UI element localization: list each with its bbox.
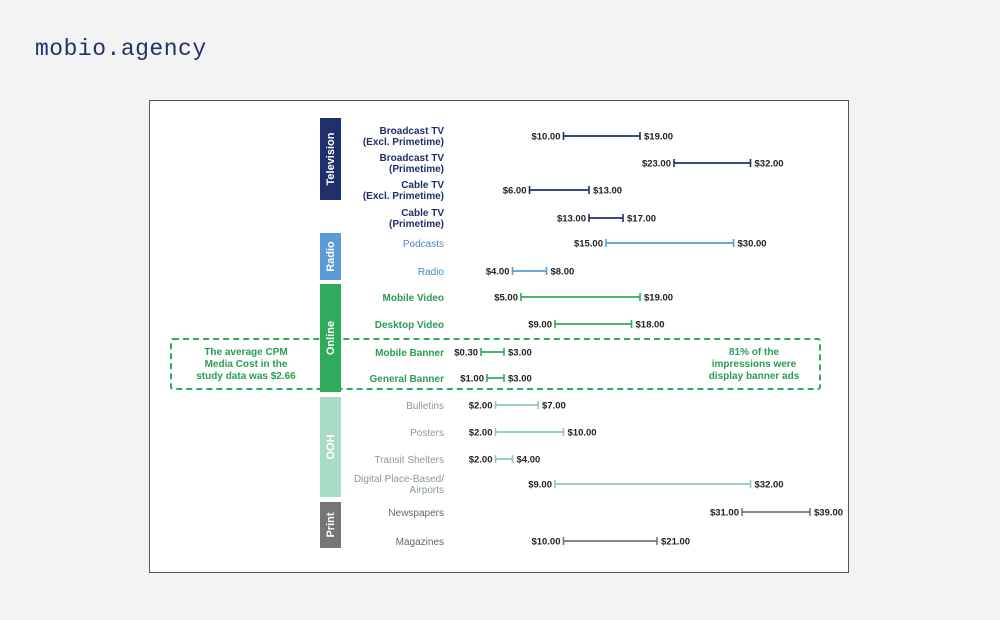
min-value-label: $10.00 [531,536,561,548]
annotation-right-line: 81% of the [728,347,780,358]
group-label: Television [324,132,337,186]
category-label: (Primetime) [388,219,444,230]
category-label: Airports [409,485,444,496]
group-label: Print [324,512,337,538]
category-label: General Banner [369,374,444,385]
max-value-label: $10.00 [567,427,597,439]
max-value-label: $30.00 [737,238,767,250]
min-value-label: $1.00 [460,373,484,385]
category-label: Bulletins [406,401,444,412]
max-value-label: $19.00 [644,292,674,304]
max-value-label: $39.00 [814,507,844,519]
group-label: OOH [324,434,337,460]
category-label: Mobile Video [382,293,444,304]
min-value-label: $2.00 [468,454,493,466]
category-label: Desktop Video [374,320,444,331]
min-value-label: $31.00 [709,507,739,519]
category-label: (Excl. Primetime) [362,191,444,202]
max-value-label: $4.00 [516,454,541,466]
max-value-label: $3.00 [508,347,532,359]
category-label: Podcasts [402,239,444,250]
annotation-left-line: study data was $2.66 [196,371,296,382]
annotation-right-line: display banner ads [708,371,800,382]
max-value-label: $21.00 [661,536,691,548]
max-value-label: $7.00 [542,400,566,412]
annotation-left-line: The average CPM [204,347,288,358]
category-label: Broadcast TV [379,126,444,137]
category-label: Mobile Banner [375,348,444,359]
min-value-label: $6.00 [502,185,527,197]
max-value-label: $19.00 [644,131,674,143]
category-label: Broadcast TV [379,153,444,164]
max-value-label: $32.00 [754,479,784,491]
min-value-label: $2.00 [468,427,493,439]
brand-logo: mobio.agency [35,36,207,62]
category-label: Radio [417,267,444,278]
min-value-label: $23.00 [641,158,671,170]
max-value-label: $3.00 [508,373,532,385]
category-label: Cable TV [401,208,444,219]
min-value-label: $2.00 [468,400,493,412]
category-label: Posters [410,428,444,439]
min-value-label: $9.00 [528,319,552,331]
min-value-label: $5.00 [494,292,518,304]
category-label: (Primetime) [388,164,444,175]
annotation-right-line: impressions were [711,359,797,370]
category-label: Newspapers [388,508,444,519]
min-value-label: $0.30 [454,347,479,359]
min-value-label: $10.00 [531,131,561,143]
max-value-label: $13.00 [593,185,623,197]
max-value-label: $32.00 [754,158,784,170]
min-value-label: $13.00 [556,213,586,225]
annotation-left-line: Media Cost in the [204,359,288,370]
category-label: Magazines [395,537,444,548]
category-label: Digital Place-Based/ [353,474,444,485]
min-value-label: $15.00 [573,238,603,250]
category-label: Cable TV [401,180,444,191]
max-value-label: $17.00 [627,213,657,225]
category-label: (Excl. Primetime) [362,137,444,148]
max-value-label: $18.00 [635,319,665,331]
group-label: Online [324,320,337,356]
category-label: Transit Shelters [374,455,444,466]
min-value-label: $4.00 [485,266,510,278]
group-label: Radio [324,241,337,272]
min-value-label: $9.00 [528,479,552,491]
max-value-label: $8.00 [550,266,575,278]
